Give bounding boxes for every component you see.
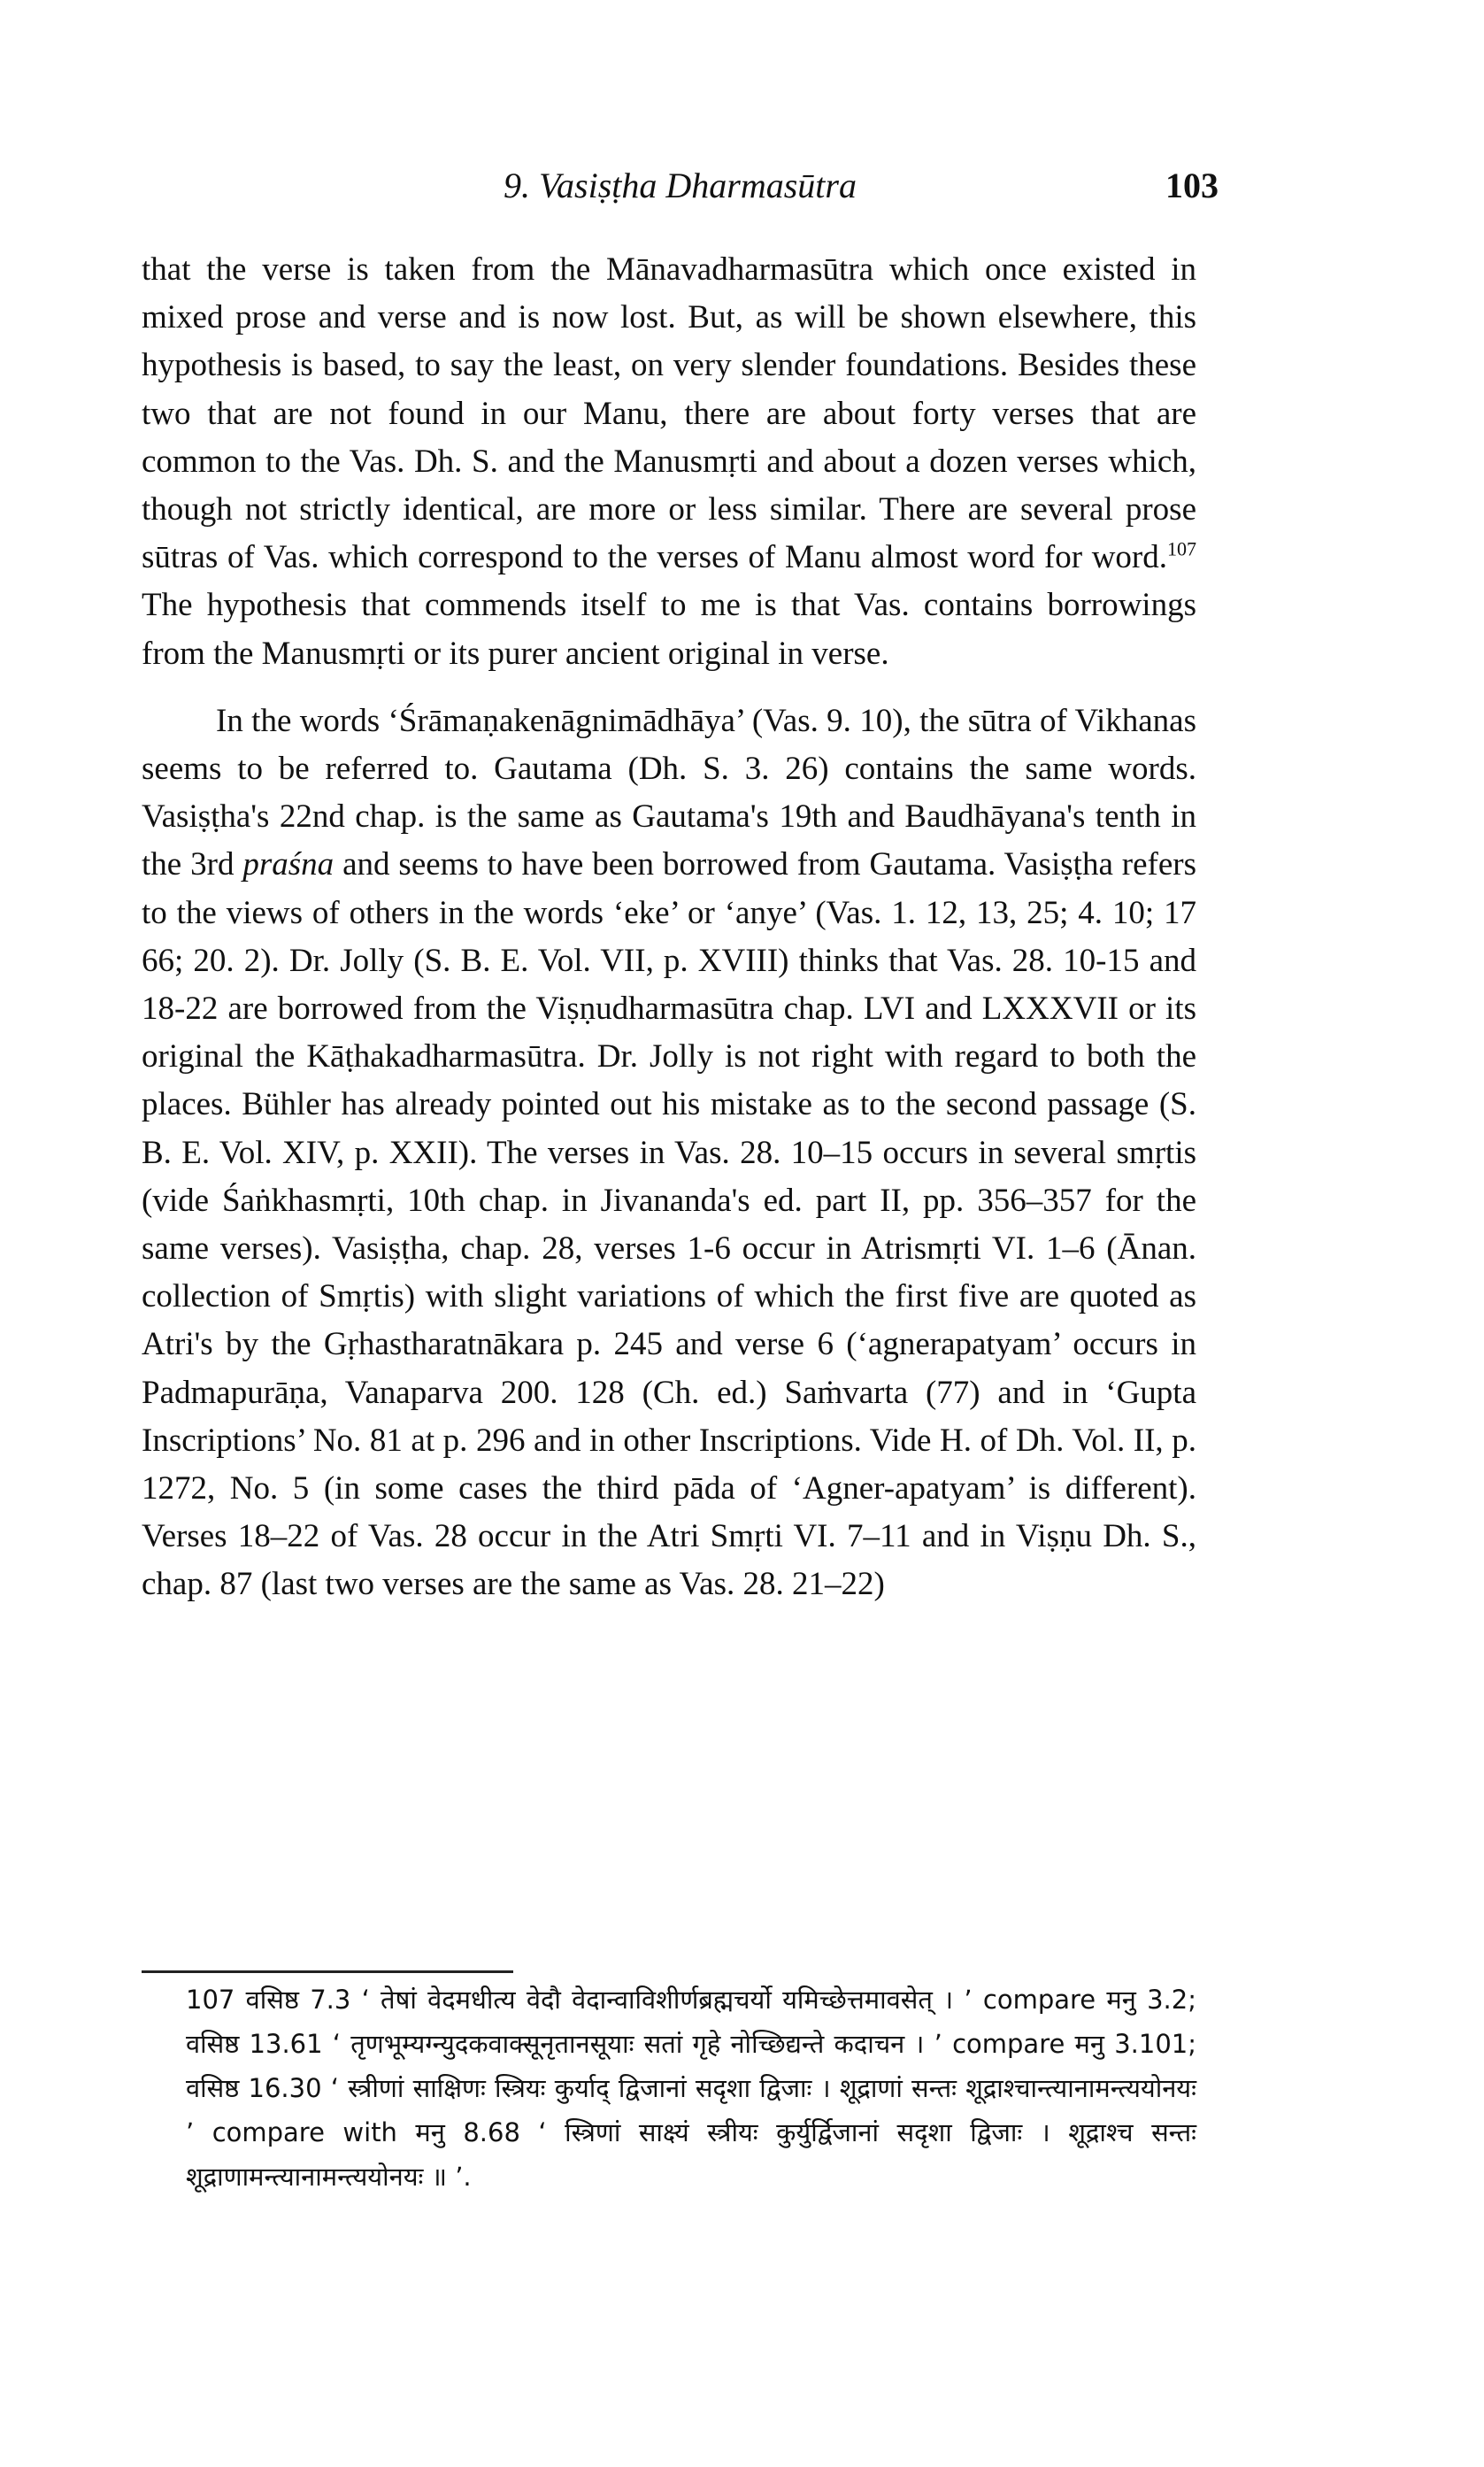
footnote-divider bbox=[142, 1970, 513, 1973]
running-title: 9. Vasiṣṭha Dharmasūtra bbox=[504, 166, 857, 205]
running-header bbox=[142, 158, 1219, 211]
footnote-text: 107 वसिष्ठ 7.3 ‘ तेषां वेदमधीत्य वेदौ वेदान्वाविशीर्णब्रह्मचर्यो यमिच्छेत्तमावसेत् । ’ compare मनु 3.2; वसिष्ठ 13.61 ‘ तृणभूम्यग्न्युदकवाक्सूनृतानसूयाः सतां गृहे नोच्छिद्यन्ते कदाचन । ’ compare मनु 3.101; वसिष्ठ 16.30 ‘ स्त्रीणां साक्षिणः स्त्रियः कुर्याद् द्विजानां सदृशा द्विजाः । शूद्राणां सन्तः शूद्राश्चान्त्यानामन्त्ययोनयः ’ compare with मनु 8.68 ‘ स्त्रिणां साक्ष्यं स्त्रीयः कुर्युर्द्विजानां सदृशा द्विजाः । शूद्राश्च सन्तः शूद्राणामन्त्यानामन्त्ययोनयः ॥ ’. bbox=[186, 1985, 1196, 2192]
paragraph-1 bbox=[142, 246, 1196, 678]
footnote-reference: 107 bbox=[1167, 537, 1196, 560]
italic-term-prasna: praśna bbox=[242, 846, 334, 883]
paragraph-2 bbox=[142, 698, 1196, 1609]
page-number: 103 bbox=[1165, 166, 1219, 205]
paragraph-2-part-a: In the words ‘Śrāmaṇakenāgnimādhāya’ (Vas. 9. 10), the sūtra of Vikhanas seems to be referred to. Gautama (Dh. S. 3. 26) contains the same words. Vasiṣṭha's 22nd chap. is the same as Gautama's 19th and Baudhāyana's tenth in the 3rd bbox=[142, 702, 1196, 883]
footnote-107 bbox=[186, 1977, 1196, 2199]
paragraph-1-text: that the verse is taken from the Mānavadharmasūtra which once existed in mixed prose and verse and is now lost. But, as will be shown elsewhere, this hypothesis is based, to say the least, on very slender foundations. Besides these two that are not found in our Manu, there are about forty verses that are common to the Vas. Dh. S. and the Manusmṛti and about a dozen verses which, though not strictly identical, are more or less similar. There are several prose sūtras of Vas. which correspond to the verses of Manu almost word for word. bbox=[142, 251, 1196, 576]
main-text bbox=[142, 246, 1196, 1609]
paragraph-1-tail: The hypothesis that commends itself to me is that Vas. contains borrowings from the Manusmṛti or its purer ancient original in verse. bbox=[142, 587, 1196, 672]
paragraph-2-part-b: and seems to have been borrowed from Gautama. Vasiṣṭha refers to the views of others in the words ‘eke’ or ‘anye’ (Vas. 1. 12, 13, 25; 4. 10; 17 66; 20. 2). Dr. Jolly (S. B. E. Vol. VII, p. XVIII) thinks that Vas. 28. 10-15 and 18-22 are borrowed from the Viṣṇudharmasūtra chap. LVI and LXXXVII or its original the Kāṭhakadharmasūtra. Dr. Jolly is not right with regard to both the places. Bühler has already pointed out his mistake as to the second passage (S. B. E. Vol. XIV, p. XXII). The verses in Vas. 28. 10–15 occurs in several smṛtis (vide Śaṅkhasmṛti, 10th chap. in Jivananda's ed. part II, pp. 356–357 for the same verses). Vasiṣṭha, chap. 28, verses 1-6 occur in Atrismṛti VI. 1–6 (Ānan. collection of Smṛtis) with slight variations of which the first five are quoted as Atri's by the Gṛhastharatnākara p. 245 and verse 6 (‘agnerapatyam’ occurs in Padmapurāṇa, Vanaparva 200. 128 (Ch. ed.) Saṁvarta (77) and in ‘Gupta Inscriptions’ No. 81 at p. 296 and in other Inscriptions. Vide H. of Dh. Vol. II, p. 1272, No. 5 (in some cases the third pāda of ‘Agner-apatyam’ is different). Verses 18–22 of Vas. 28 occur in the Atri Smṛti VI. 7–11 and in Viṣṇu Dh. S., chap. 87 (last two verses are the same as Vas. 28. 21–22) bbox=[142, 846, 1196, 1603]
